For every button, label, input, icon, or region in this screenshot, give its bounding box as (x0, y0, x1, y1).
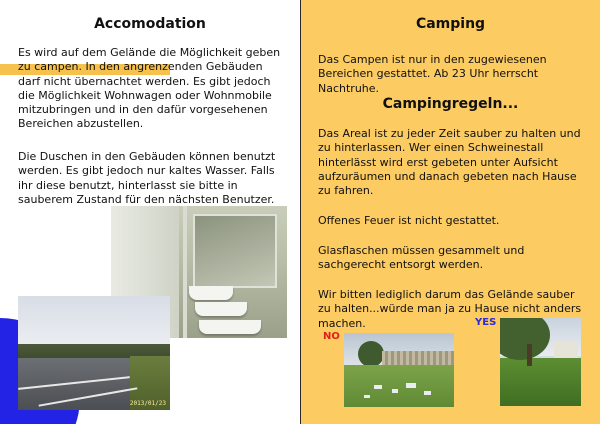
label-yes: YES (475, 317, 497, 328)
no-photo-grass (344, 365, 454, 407)
no-photo-tree (358, 341, 384, 367)
road-photo (18, 296, 170, 410)
accommodation-title: Accomodation (94, 16, 206, 32)
accommodation-paragraph-1: Es wird auf dem Gelände die Möglichkeit geben zu campen. In den angrenzenden Gebäuden darf nicht übernachtet werden. Es gibt jedoch die Möglichkeit Wohnwagen oder Wohnmobile mitzubringen und in den dafür vorgesehenen Bereichen abzustellen. (18, 46, 281, 131)
trash-item (392, 389, 398, 393)
road-photo-date: 2013/01/23 (129, 400, 166, 407)
washroom-sink (189, 286, 233, 300)
messy-campsite-photo (344, 333, 454, 407)
camping-rules-title: Campingregeln... (382, 96, 519, 112)
washroom-sink (195, 302, 247, 316)
camping-rule-2: Offenes Feuer ist nicht gestattet. (318, 214, 500, 227)
camping-intro: Das Campen ist nur in den zugewiesenen Bereichen gestattet. Ab 23 Uhr herrscht Nachtruhe. (318, 53, 547, 95)
washroom-mirror (193, 214, 277, 288)
camping-rule-1: Das Areal ist zu jeder Zeit sauber zu halten und zu hinterlassen. Wer einen Schweinestall hinterlässt wird erst gebeten unter Aufsicht aufzuräumen und danach gebeten nach Hause zu fahren. (318, 127, 581, 198)
trash-item (406, 383, 416, 388)
accommodation-paragraph-2: Die Duschen in den Gebäuden können benutzt werden. Es gibt jedoch nur kaltes Wasser. Falls ihr diese benutzt, hinterlasst sie bitte in sauberem Zustand für den nächsten Benutzer. (18, 150, 276, 206)
yes-photo-trunk (527, 344, 532, 366)
washroom-pipe (183, 206, 187, 338)
yes-photo-building (554, 342, 578, 358)
camping-rule-4: Wir bitten lediglich darum das Gelände sauber zu halten...würde man ja zu Hause nicht anders machen. (318, 288, 582, 330)
no-photo-fence (382, 351, 454, 365)
trash-item (374, 385, 382, 389)
trash-item (364, 395, 370, 398)
clean-campsite-photo (500, 318, 581, 406)
yes-photo-grass (500, 358, 581, 406)
washroom-sink (199, 320, 261, 334)
camping-rule-3: Glasflaschen müssen gesammelt und sachgerecht entsorgt werden. (318, 244, 525, 272)
camping-panel (301, 0, 600, 424)
label-no: NO (323, 331, 340, 342)
camping-title: Camping (415, 16, 486, 32)
trash-item (424, 391, 431, 395)
